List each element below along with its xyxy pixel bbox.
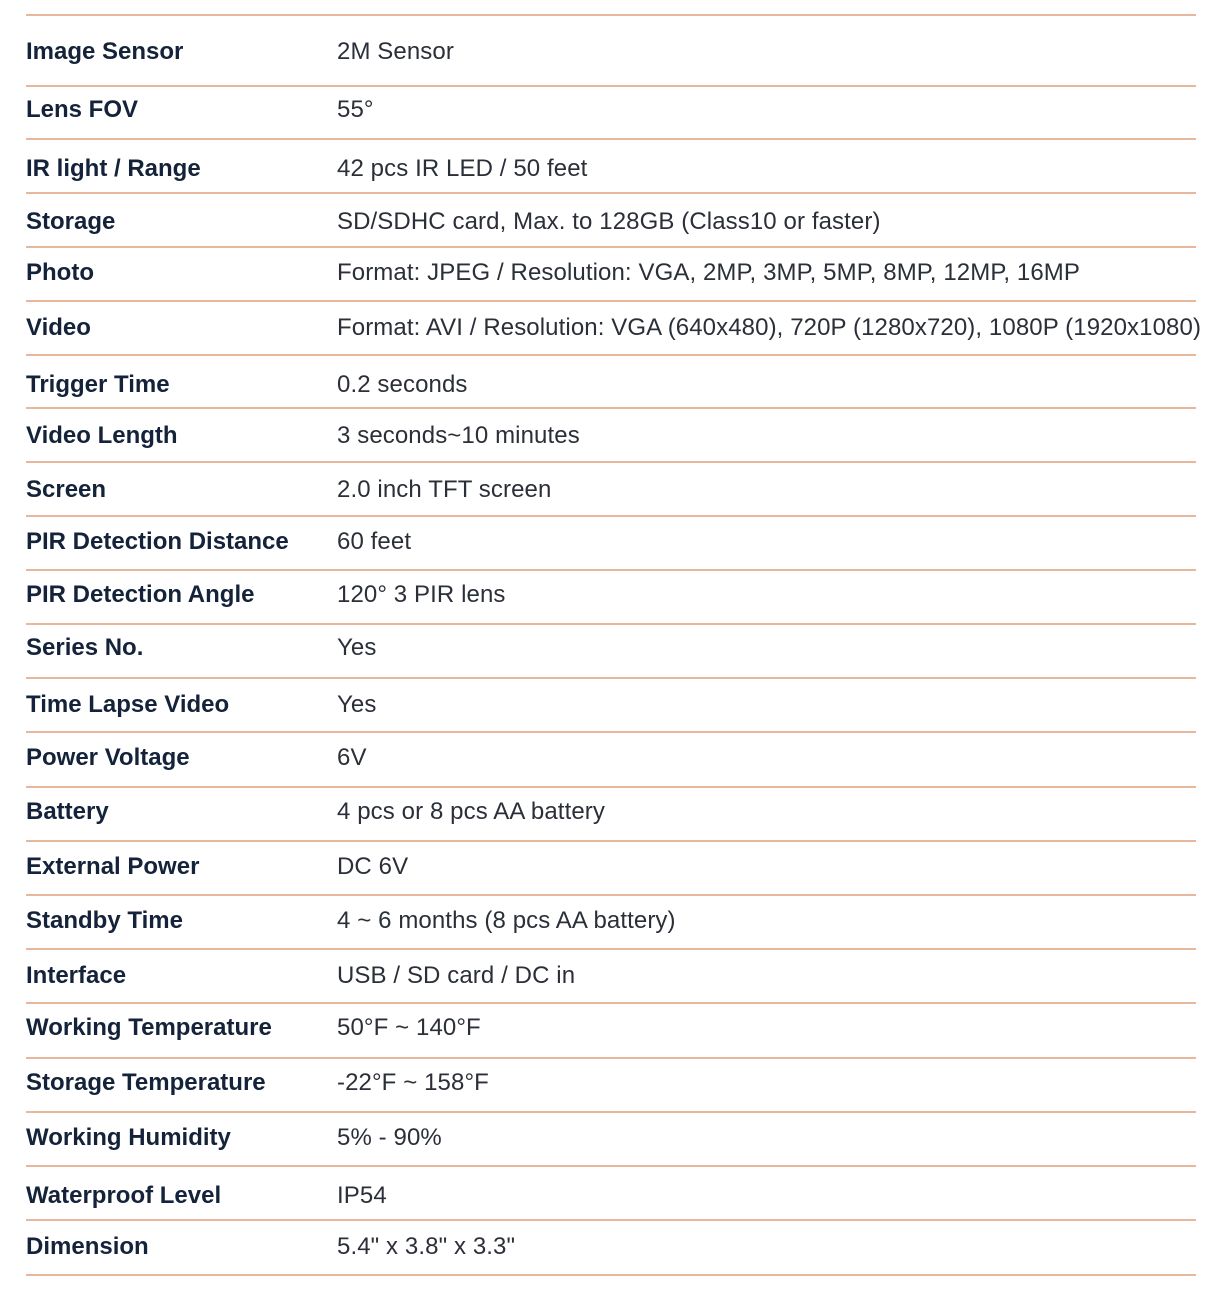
divider (26, 14, 1196, 16)
divider (26, 85, 1196, 87)
spec-row-dimension (26, 1227, 1216, 1267)
spec-value: 60 feet (337, 528, 412, 555)
divider (26, 1111, 1196, 1113)
spec-label: Trigger Time (26, 371, 170, 398)
spec-row-interface (26, 956, 1216, 996)
spec-label: Storage Temperature (26, 1069, 266, 1096)
spec-label: Dimension (26, 1233, 149, 1260)
spec-value: SD/SDHC card, Max. to 128GB (Class10 or faster) (337, 208, 881, 235)
spec-row-series-no (26, 628, 1216, 668)
spec-label: Lens FOV (26, 96, 139, 123)
spec-value: -22°F ~ 158°F (337, 1069, 489, 1096)
spec-label: Screen (26, 476, 107, 503)
spec-label: Battery (26, 798, 109, 825)
spec-row-time-lapse (26, 685, 1216, 725)
divider (26, 138, 1196, 140)
spec-label: Power Voltage (26, 744, 190, 771)
spec-value: Yes (337, 634, 377, 661)
spec-row-pir-angle (26, 575, 1216, 615)
spec-row-image-sensor (26, 32, 1216, 72)
spec-label: Video (26, 314, 91, 341)
spec-row-pir-distance (26, 522, 1216, 562)
spec-value: Yes (337, 691, 377, 718)
spec-value: 5% - 90% (337, 1124, 442, 1151)
divider (26, 1002, 1196, 1004)
spec-label: Photo (26, 259, 94, 286)
divider (26, 515, 1196, 517)
spec-row-battery (26, 792, 1216, 832)
spec-label: Time Lapse Video (26, 691, 230, 718)
spec-label: Standby Time (26, 907, 183, 934)
divider (26, 1165, 1196, 1167)
spec-label: Image Sensor (26, 38, 184, 65)
divider (26, 192, 1196, 194)
spec-value: 2.0 inch TFT screen (337, 476, 552, 503)
spec-label: PIR Detection Distance (26, 528, 289, 555)
spec-row-storage-temperature (26, 1063, 1216, 1103)
divider (26, 300, 1196, 302)
spec-label: PIR Detection Angle (26, 581, 255, 608)
spec-value: 3 seconds~10 minutes (337, 422, 580, 449)
spec-value: 2M Sensor (337, 38, 454, 65)
spec-row-external-power (26, 847, 1216, 887)
spec-value: 5.4" x 3.8" x 3.3" (337, 1233, 516, 1260)
spec-value: 50°F ~ 140°F (337, 1014, 481, 1041)
spec-row-standby-time (26, 901, 1216, 941)
divider (26, 1274, 1196, 1276)
spec-row-lens-fov (26, 90, 1216, 130)
spec-row-working-temperature (26, 1008, 1216, 1048)
divider (26, 354, 1196, 356)
spec-row-photo (26, 253, 1216, 293)
spec-value: IP54 (337, 1182, 387, 1209)
spec-label: Series No. (26, 634, 144, 661)
spec-row-storage (26, 202, 1216, 242)
divider (26, 1219, 1196, 1221)
spec-value: 4 ~ 6 months (8 pcs AA battery) (337, 907, 676, 934)
spec-value: Format: JPEG / Resolution: VGA, 2MP, 3MP, 5MP, 8MP, 12MP, 16MP (337, 259, 1080, 286)
spec-label: IR light / Range (26, 155, 201, 182)
spec-row-screen (26, 470, 1216, 510)
spec-row-waterproof-level (26, 1176, 1216, 1216)
divider (26, 677, 1196, 679)
spec-label: Working Humidity (26, 1124, 231, 1151)
spec-label: Storage (26, 208, 116, 235)
spec-row-video-length (26, 416, 1216, 456)
spec-value: DC 6V (337, 853, 409, 880)
divider (26, 786, 1196, 788)
spec-label: Waterproof Level (26, 1182, 222, 1209)
spec-label: Interface (26, 962, 127, 989)
spec-value: 120° 3 PIR lens (337, 581, 506, 608)
spec-value: 55° (337, 96, 374, 123)
spec-row-trigger-time (26, 365, 1216, 405)
spec-value: 0.2 seconds (337, 371, 468, 398)
divider (26, 623, 1196, 625)
spec-value: 4 pcs or 8 pcs AA battery (337, 798, 605, 825)
divider (26, 840, 1196, 842)
divider (26, 461, 1196, 463)
divider (26, 948, 1196, 950)
spec-row-power-voltage (26, 738, 1216, 778)
divider (26, 569, 1196, 571)
divider (26, 731, 1196, 733)
spec-label: External Power (26, 853, 200, 880)
divider (26, 894, 1196, 896)
divider (26, 407, 1196, 409)
spec-label: Video Length (26, 422, 178, 449)
divider (26, 246, 1196, 248)
spec-row-video (26, 308, 1216, 348)
spec-value: 6V (337, 744, 367, 771)
spec-row-working-humidity (26, 1118, 1216, 1158)
spec-value: USB / SD card / DC in (337, 962, 576, 989)
divider (26, 1057, 1196, 1059)
spec-label: Working Temperature (26, 1014, 272, 1041)
spec-row-ir-light (26, 149, 1216, 189)
spec-value: Format: AVI / Resolution: VGA (640x480), 720P (1280x720), 1080P (1920x1080) (337, 314, 1202, 341)
spec-value: 42 pcs IR LED / 50 feet (337, 155, 588, 182)
